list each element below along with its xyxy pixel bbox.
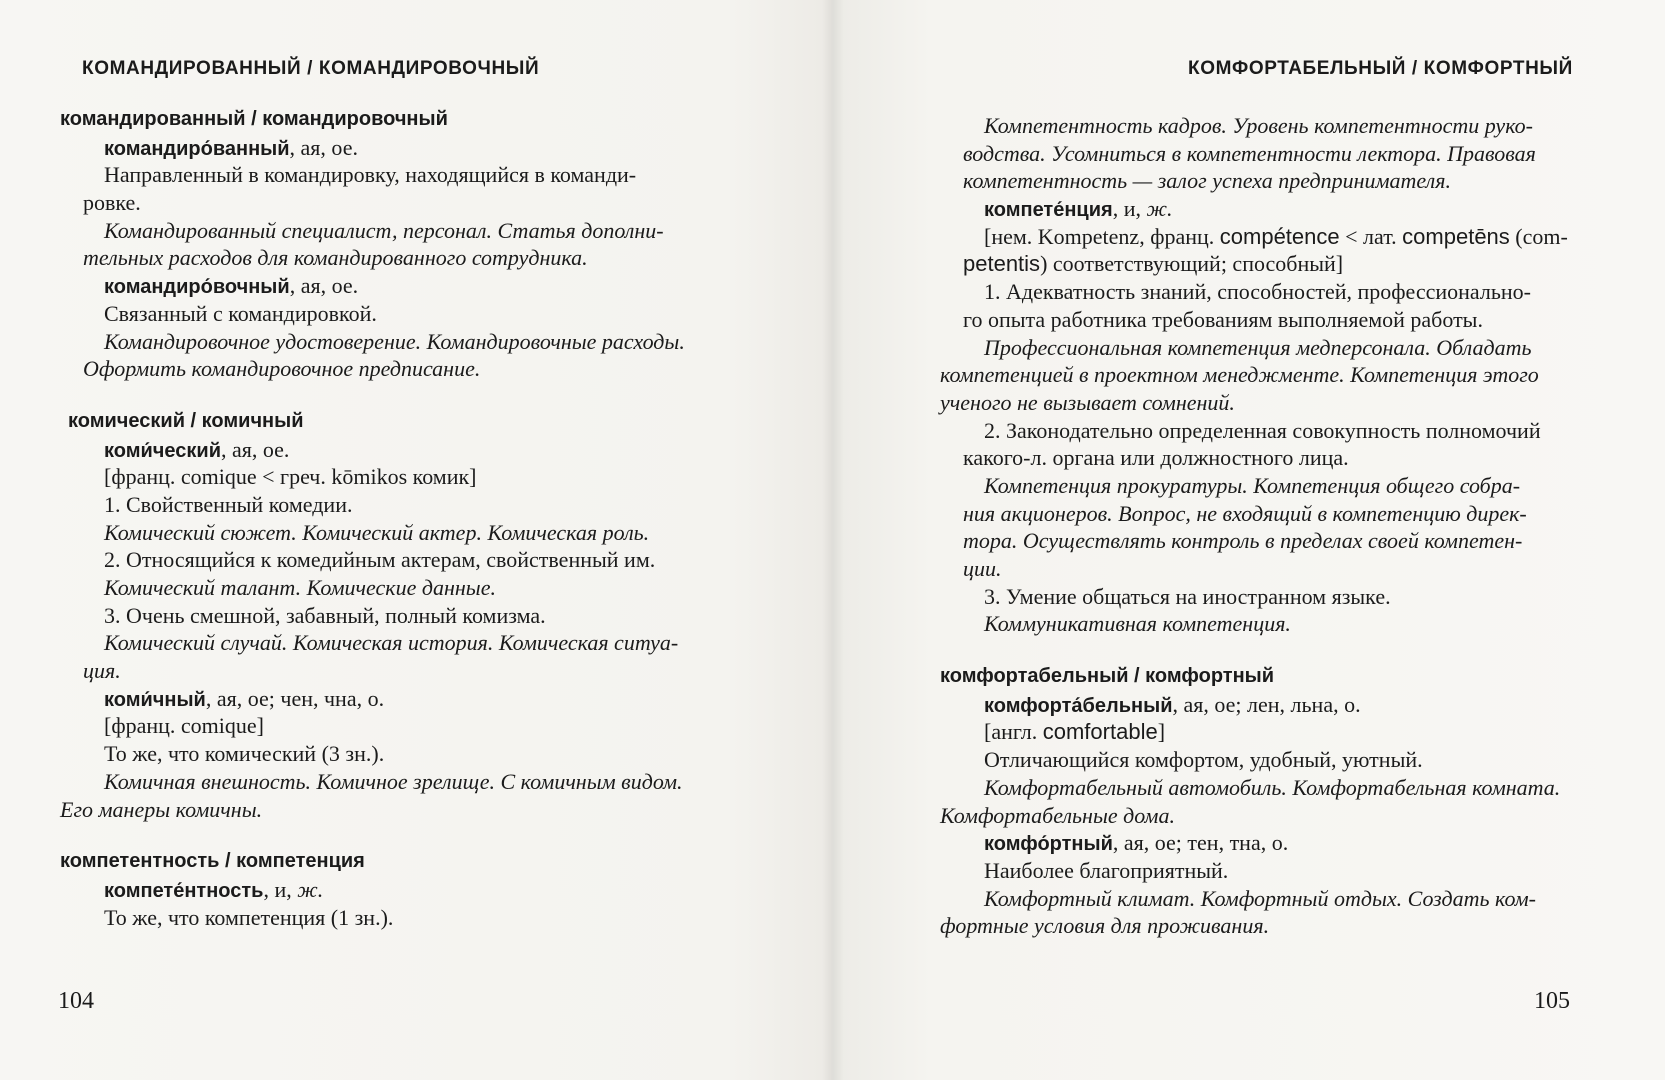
headword-line bbox=[60, 134, 750, 162]
headword-line bbox=[60, 876, 750, 904]
usage-example: Командировочное удостоверение. Командировочные расходы. bbox=[104, 328, 685, 354]
sense: го опыта работника требованиям выполняемой работы. bbox=[963, 306, 1483, 332]
left-page-text bbox=[60, 106, 750, 931]
left-page-number: 104 bbox=[58, 988, 94, 1014]
etymology bbox=[940, 718, 1572, 746]
headword-line bbox=[940, 829, 1572, 857]
usage-example: Профессиональная компетенция медперсонала. Обладать bbox=[984, 334, 1532, 360]
usage-example: Комический талант. Комические данные. bbox=[104, 575, 496, 600]
entry-title: компетентность / компетенция bbox=[60, 850, 365, 873]
left-page bbox=[0, 0, 832, 1080]
usage-example: Компетентность кадров. Уровень компетентности руко- bbox=[984, 113, 1533, 138]
gender-label: ж. bbox=[1146, 196, 1173, 222]
definition: То же, что комический (3 зн.). bbox=[104, 741, 385, 767]
usage-example: Командированный специалист, персонал. Статья дополни- bbox=[104, 217, 664, 243]
sense: какого-л. органа или должностного лица. bbox=[963, 445, 1349, 471]
right-page-number: 105 bbox=[1534, 988, 1570, 1014]
grammar-info: , и, bbox=[263, 876, 298, 902]
definition: ровке. bbox=[83, 190, 141, 216]
grammar-info: , ая, ое. bbox=[289, 134, 358, 160]
headword: компете́нция bbox=[984, 199, 1113, 222]
grammar-info: , и, bbox=[1112, 196, 1147, 222]
right-running-head: КОМФОРТАБЕЛЬНЫЙ / КОМФОРТНЫЙ bbox=[1188, 58, 1573, 79]
usage-example: Комический сюжет. Комический актер. Комическая роль. bbox=[104, 519, 650, 545]
definition: Направленный в командировку, находящийся в команди- bbox=[104, 162, 637, 188]
headword: комфорта́бельный bbox=[984, 694, 1173, 717]
usage-example: Комичная внешность. Комичное зрелище. С комичным видом. bbox=[104, 768, 683, 794]
entry-title: командированный / командировочный bbox=[60, 108, 448, 130]
etymology-text: [нем. Kompetenz, франц. bbox=[984, 223, 1220, 249]
definition: Отличающийся комфортом, удобный, уютный. bbox=[984, 747, 1423, 773]
right-page bbox=[832, 0, 1665, 1080]
sense: 1. Адекватность знаний, способностей, профессионально- bbox=[984, 279, 1531, 305]
usage-example: Комфортный климат. Комфортный отдых. Создать ком- bbox=[984, 885, 1536, 911]
grammar-info: , ая, ое; чен, чна, о. bbox=[205, 685, 385, 711]
etymology bbox=[940, 223, 1572, 251]
entry-title: комический / комичный bbox=[68, 409, 304, 432]
usage-example: водства. Усомниться в компетентности лектора. Правовая bbox=[963, 140, 1536, 166]
usage-example: ученого не вызывает сомнений. bbox=[940, 389, 1235, 415]
etymology-word: petentis bbox=[963, 251, 1041, 277]
usage-example: фортные условия для проживания. bbox=[940, 913, 1270, 939]
grammar-info: , ая, ое. bbox=[289, 273, 359, 299]
usage-example: компетентность — залог успеха предпринимателя. bbox=[963, 168, 1451, 194]
grammar-info: , ая, ое; лен, льна, о. bbox=[1172, 691, 1361, 717]
right-page-text bbox=[940, 112, 1572, 940]
etymology: [франц. comique] bbox=[104, 713, 264, 739]
grammar-info: , ая, ое; тен, тна, о. bbox=[1112, 830, 1289, 856]
usage-example: Его манеры комичны. bbox=[60, 796, 263, 822]
definition: Наиболее благоприятный. bbox=[984, 857, 1229, 883]
grammar-info: , ая, ое. bbox=[220, 436, 290, 462]
entry-gap bbox=[940, 638, 1572, 663]
etymology-text: (com- bbox=[1509, 223, 1568, 249]
usage-example: Комфортабельный автомобиль. Комфортабельная комната. bbox=[984, 774, 1561, 800]
headword: коми́ческий bbox=[104, 439, 221, 462]
sense: 1. Свойственный комедии. bbox=[104, 491, 353, 517]
etymology-text: < лат. bbox=[1339, 223, 1403, 249]
entry-gap bbox=[60, 823, 750, 848]
headword-line bbox=[940, 195, 1572, 223]
usage-example: Оформить командировочное предписание. bbox=[83, 356, 481, 382]
definition: То же, что компетенция (1 зн.). bbox=[104, 904, 394, 930]
etymology-word: comfortable bbox=[1042, 719, 1158, 745]
etymology-word: competēns bbox=[1402, 223, 1510, 249]
headword: компете́нтность bbox=[104, 879, 264, 902]
book-gutter bbox=[822, 0, 844, 1080]
sense: 3. Очень смешной, забавный, полный комизма. bbox=[104, 602, 546, 628]
entry-title: комфортабельный / комфортный bbox=[940, 665, 1275, 688]
usage-example: Коммуникативная компетенция. bbox=[984, 611, 1291, 637]
headword: коми́чный bbox=[104, 688, 206, 711]
etymology: [франц. comique < греч. kōmikos комик] bbox=[104, 464, 477, 490]
headword-line bbox=[60, 436, 750, 464]
usage-example: Компетенция прокуратуры. Компетенция общего собра- bbox=[984, 472, 1521, 498]
entry-gap bbox=[60, 383, 750, 408]
etymology bbox=[940, 250, 1572, 278]
usage-example: ция. bbox=[83, 658, 121, 684]
gender-label: ж. bbox=[297, 876, 324, 902]
sense: 3. Умение общаться на иностранном языке. bbox=[984, 583, 1391, 609]
usage-example: тора. Осуществлять контроль в пределах своей компетен- bbox=[963, 528, 1523, 554]
etymology-text: [англ. bbox=[984, 719, 1043, 745]
usage-example: компетенцией в проектном менеджменте. Компетенция этого bbox=[940, 362, 1539, 388]
headword-line bbox=[60, 272, 750, 300]
headword-line bbox=[60, 685, 750, 713]
usage-example: тельных расходов для командированного сотрудника. bbox=[83, 245, 588, 271]
left-running-head: КОМАНДИРОВАННЫЙ / КОМАНДИРОВОЧНЫЙ bbox=[82, 58, 540, 79]
headword: командиро́ванный bbox=[104, 137, 290, 160]
definition: Связанный с командировкой. bbox=[104, 300, 377, 326]
headword: комфо́ртный bbox=[984, 833, 1113, 856]
usage-example: ния акционеров. Вопрос, не входящий в компетенцию дирек- bbox=[963, 500, 1527, 526]
sense: 2. Законодательно определенная совокупность полномочий bbox=[984, 417, 1541, 443]
usage-example: Комический случай. Комическая история. Комическая ситуа- bbox=[104, 630, 679, 656]
etymology-word: compétence bbox=[1219, 223, 1340, 249]
headword-line bbox=[940, 691, 1572, 719]
etymology-text: ] bbox=[1157, 719, 1166, 745]
sense: 2. Относящийся к комедийным актерам, свойственный им. bbox=[104, 547, 656, 573]
usage-example: ции. bbox=[963, 556, 1002, 581]
headword: командиро́вочный bbox=[104, 276, 290, 299]
usage-example: Комфортабельные дома. bbox=[940, 802, 1175, 828]
etymology-text: ) соответствующий; способный] bbox=[1040, 251, 1344, 277]
